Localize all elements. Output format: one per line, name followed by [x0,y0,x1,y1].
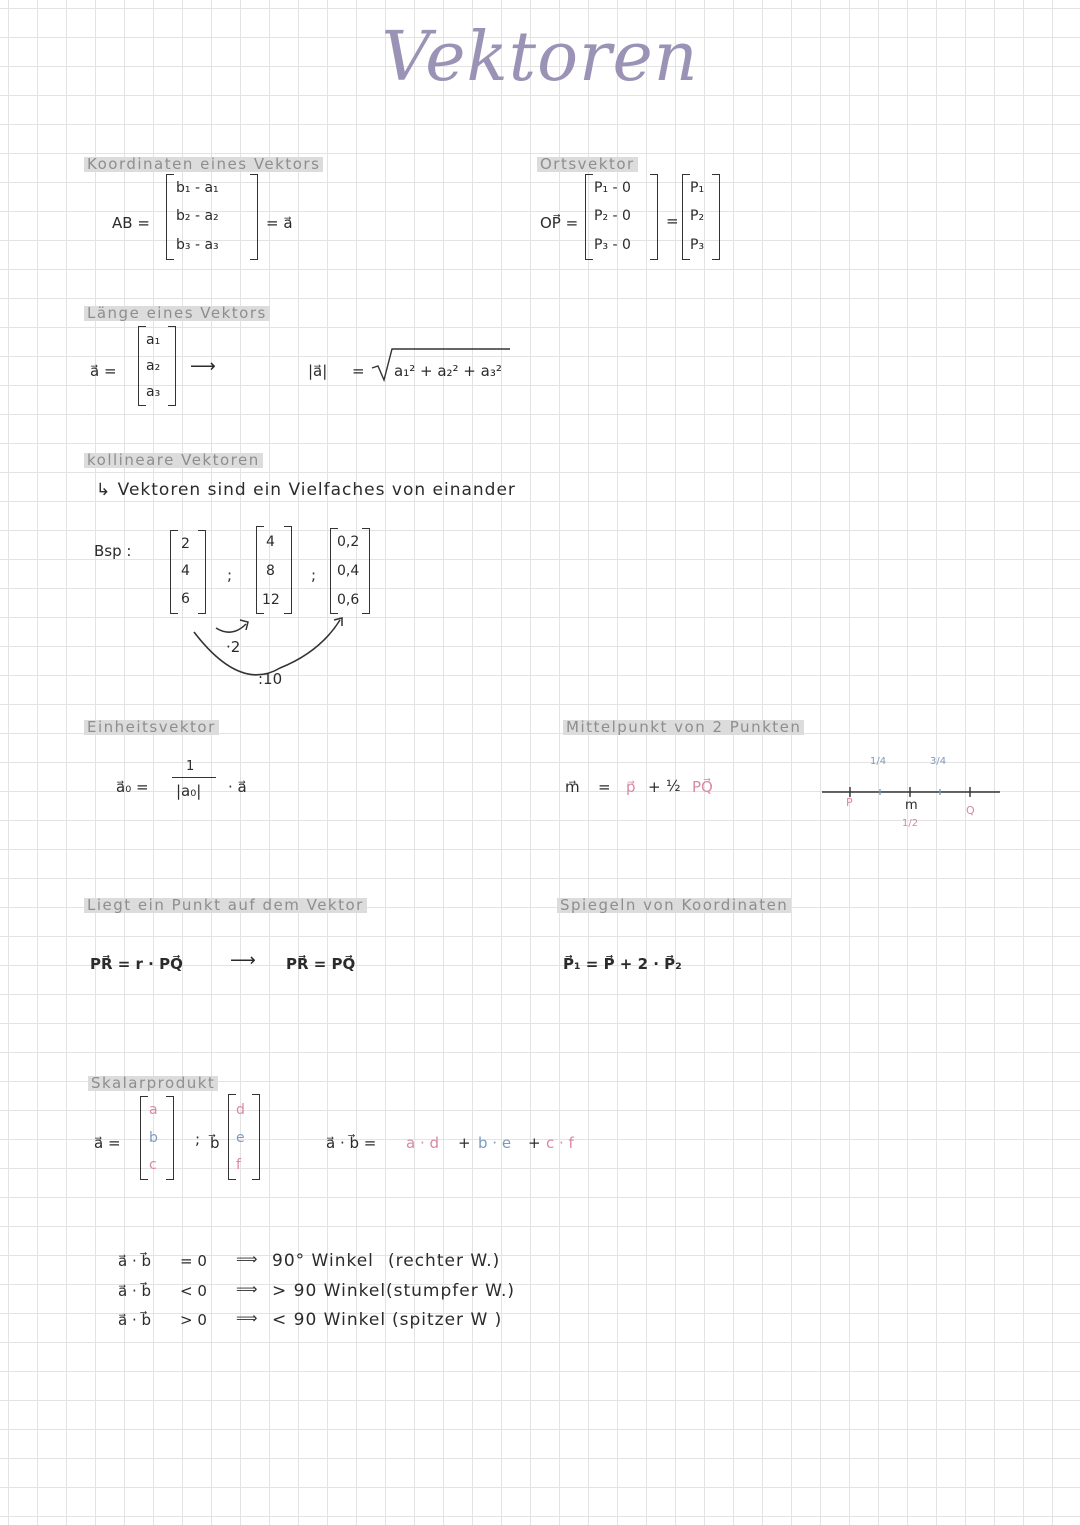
mittelpunkt-eq: = [598,778,611,796]
ortsvektor-row2-2: P₂ [690,208,705,224]
skalar-b-bracket-left [228,1094,236,1180]
rule-3-res: < 90 Winkel [272,1310,387,1330]
rule-2-lhs: a⃗ · b⃗ [118,1282,152,1300]
v3-row-2: 0,4 [337,563,360,579]
ortsvektor-row2-1: P₁ [690,180,705,196]
skalar-b-lhs: b⃗ [210,1134,220,1152]
v2-row-3: 12 [262,592,280,608]
ortsvektor-lhs: OP⃗ = [540,214,579,232]
laenge-bracket-right [168,326,176,406]
mittelpunkt-half: ½ [666,777,681,795]
line-label-q: Q [966,804,975,817]
koordinaten-row-2: b₂ - a₂ [176,208,219,224]
liegt-arrow: ⟶ [230,950,256,971]
kollinear-desc: ↳ Vektoren sind ein Vielfaches von einander [96,480,516,500]
kollinear-bsp: Bsp : [94,542,132,560]
koordinaten-bracket-left [166,174,174,260]
rule-3-arrow: ⟹ [236,1309,258,1327]
koordinaten-bracket-right [250,174,258,260]
rule-1-res: 90° Winkel [272,1251,374,1271]
heading-mittelpunkt: Mittelpunkt von 2 Punkten [563,720,804,735]
einheit-fraction-bar [172,777,216,778]
skalar-formula-lhs: a⃗ · b⃗ = [326,1134,377,1152]
koordinaten-row-1: b₁ - a₁ [176,180,219,196]
v3-row-1: 0,2 [337,534,360,550]
einheit-lhs: a⃗₀ = [116,778,149,796]
rule-3-cmp: > 0 [180,1311,207,1329]
v1-bracket-left [170,530,178,614]
page-title: Vektoren [381,18,699,97]
ortsvektor-row-1: P₁ - 0 [594,180,631,196]
skalar-a-lhs: a⃗ = [94,1134,121,1152]
skalar-a-bracket-left [140,1096,148,1180]
einheit-num: 1 [186,759,195,774]
kollinear-div: :10 [258,670,283,688]
v1-row-3: 6 [181,591,190,607]
laenge-row-3: a₃ [146,384,161,400]
rule-2-arrow: ⟹ [236,1280,258,1298]
skalar-a-row-1: a [149,1102,158,1118]
heading-koordinaten: Koordinaten eines Vektors [84,157,323,172]
mittelpunkt-p: p⃗ [626,778,636,796]
heading-kollinear: kollineare Vektoren [84,453,263,468]
koordinaten-rhs: = a⃗ [266,214,293,232]
mittelpunkt-m: m⃗ [565,778,580,796]
heading-liegt: Liegt ein Punkt auf dem Vektor [84,898,367,913]
line-label-three-quarter: 3/4 [930,756,947,767]
v3-row-3: 0,6 [337,592,360,608]
skalar-sep: ; [195,1130,201,1148]
heading-einheit: Einheitsvektor [84,720,219,735]
skalar-term-2: b · e [478,1134,512,1152]
kollinear-sep-2: ; [311,566,317,584]
rule-1-lhs: a⃗ · b⃗ [118,1252,152,1270]
skalar-a-row-3: c [149,1157,157,1173]
liegt-f2: PR⃗ = PQ⃗ [286,955,356,973]
koordinaten-row-3: b₃ - a₃ [176,237,219,253]
spiegeln-formula: P⃗₁ = P⃗ + 2 · P⃗₂ [563,955,682,973]
laenge-root: a₁² + a₂² + a₃² [394,362,502,380]
rule-3-lhs: a⃗ · b⃗ [118,1311,152,1329]
heading-laenge: Länge eines Vektors [84,306,270,321]
line-label-half: 1/2 [902,818,919,829]
laenge-lhs: a⃗ = [90,362,117,380]
laenge-row-1: a₁ [146,332,161,348]
laenge-bracket-left [138,326,146,406]
rule-2-res: > 90 Winkel [272,1281,387,1301]
skalar-term-1: a · d [406,1134,440,1152]
laenge-arrow: ⟶ [190,356,216,377]
laenge-abs: |a⃗| [308,362,328,380]
ortsvektor-bracket-right [650,174,658,260]
ortsvektor-row-2: P₂ - 0 [594,208,631,224]
ortsvektor-bracket2-right [712,174,720,260]
einheit-rhs: · a⃗ [228,778,247,796]
rule-2-cmp: < 0 [180,1282,207,1300]
line-label-m: m [905,798,918,813]
skalar-b-row-1: d [236,1102,245,1118]
ortsvektor-bracket2-left [682,174,690,260]
rule-3-note: (spitzer W ) [392,1310,503,1330]
v2-row-1: 4 [266,534,275,550]
ortsvektor-eq: = [666,212,679,230]
heading-spiegeln: Spiegeln von Koordinaten [557,898,791,913]
v3-bracket-right [362,528,370,614]
rule-2-note: (stumpfer W.) [386,1281,516,1301]
rule-1-arrow: ⟹ [236,1250,258,1268]
rule-1-note: (rechter W.) [388,1251,501,1271]
ortsvektor-row-3: P₃ - 0 [594,237,631,253]
skalar-b-bracket-right [252,1094,260,1180]
heading-ortsvektor: Ortsvektor [537,157,638,172]
laenge-row-2: a₂ [146,358,161,374]
ortsvektor-row2-3: P₃ [690,237,705,253]
line-label-p: P [846,796,853,809]
mittelpunkt-plus: + [648,778,661,796]
skalar-term-3: c · f [546,1134,574,1152]
v1-row-1: 2 [181,536,190,552]
skalar-a-row-2: b [149,1130,158,1146]
skalar-plus-2: + [528,1134,541,1152]
einheit-den: |a₀| [176,782,202,800]
laenge-eq: = [352,362,365,380]
skalar-a-bracket-right [166,1096,174,1180]
skalar-b-row-3: f [236,1157,241,1173]
kollinear-mult: ·2 [226,638,241,656]
v2-bracket-right [284,526,292,614]
skalar-plus-1: + [458,1134,471,1152]
mittelpunkt-pq: PQ⃗ [692,778,713,796]
ortsvektor-bracket-left [585,174,593,260]
koordinaten-lhs: AB = [112,214,150,232]
v1-bracket-right [198,530,206,614]
line-label-quarter: 1/4 [870,756,887,767]
v1-row-2: 4 [181,563,190,579]
skalar-b-row-2: e [236,1130,245,1146]
liegt-f1: PR⃗ = r · PQ⃗ [90,955,183,973]
v2-row-2: 8 [266,563,275,579]
rule-1-cmp: = 0 [180,1252,207,1270]
kollinear-sep-1: ; [227,566,233,584]
heading-skalar: Skalarprodukt [88,1076,218,1091]
